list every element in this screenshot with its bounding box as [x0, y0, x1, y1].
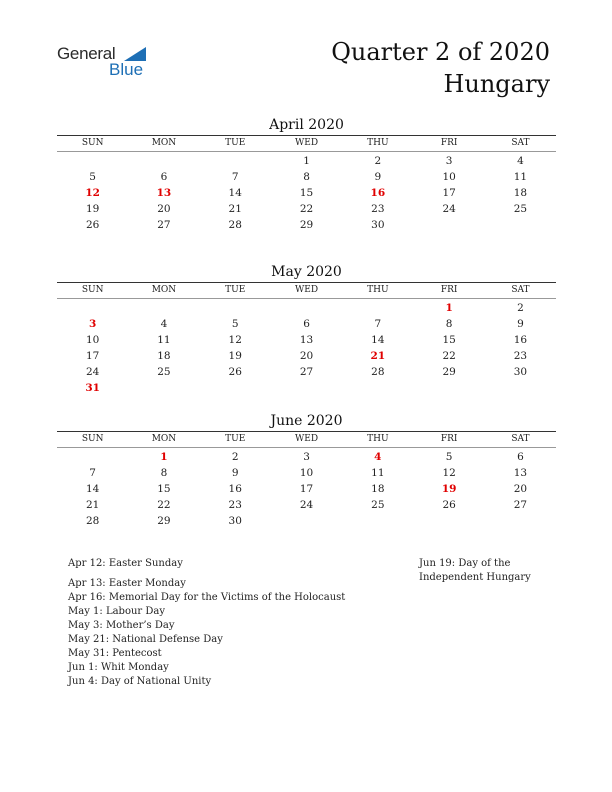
header-divider [57, 447, 556, 448]
month-title: May 2020 [271, 264, 342, 280]
day-cell: 27 [299, 366, 314, 378]
day-cell: 28 [228, 219, 242, 231]
day-empty [57, 300, 128, 316]
logo-blue-text: Blue [109, 60, 144, 79]
logo-triangle-icon [124, 47, 146, 61]
weekday-label: MON [151, 285, 177, 295]
day-cell: 14 [228, 187, 242, 199]
day-cell: 11 [513, 171, 528, 183]
holiday-entry: Apr 12: Easter Sunday [68, 558, 183, 569]
day-empty [342, 300, 413, 316]
day-cell: 18 [513, 187, 528, 199]
day-cell: 2 [374, 155, 382, 167]
day-cell: 12 [442, 467, 456, 479]
weekday-header [57, 283, 556, 298]
day-cell: 30 [513, 366, 528, 378]
holiday-day-cell: 3 [88, 318, 97, 330]
holiday-day-cell: 21 [370, 350, 386, 362]
day-cell: 8 [303, 171, 310, 183]
day-cell: 15 [442, 334, 456, 346]
holiday-day-cell: 1 [445, 302, 453, 314]
day-cell: 21 [85, 499, 100, 511]
day-cell: 9 [374, 171, 382, 183]
holiday-day-cell: 13 [156, 187, 172, 199]
day-cell: 22 [157, 499, 171, 511]
day-cell: 19 [228, 350, 242, 362]
day-empty [271, 300, 342, 316]
day-cell: 15 [157, 483, 171, 495]
day-cell: 25 [157, 366, 171, 378]
title-country: Hungary [443, 70, 550, 98]
calendar-april [57, 115, 556, 233]
weekday-label: MON [151, 138, 177, 148]
day-cell: 16 [228, 483, 242, 495]
weekday-label: FRI [440, 138, 458, 148]
day-cell: 10 [85, 334, 100, 346]
month-title: June 2020 [270, 413, 343, 429]
day-cell: 6 [517, 451, 524, 463]
day-cell: 21 [228, 203, 242, 215]
day-cell: 1 [303, 155, 310, 167]
day-cell: 22 [299, 203, 314, 215]
month-title: April 2020 [269, 117, 344, 133]
day-cell: 26 [442, 499, 456, 511]
day-cell: 10 [442, 171, 456, 183]
day-cell: 17 [442, 187, 456, 199]
holiday-day-cell: 1 [160, 451, 168, 463]
weekday-label: WED [295, 434, 319, 444]
day-cell: 11 [157, 334, 171, 346]
day-cell: 2 [231, 451, 239, 463]
page-title [331, 36, 550, 100]
calendar-may [57, 262, 556, 396]
day-cell: 5 [89, 171, 96, 183]
day-cell: 22 [442, 350, 456, 362]
day-cell: 24 [442, 203, 456, 215]
day-empty [200, 153, 271, 169]
day-cell: 6 [160, 171, 168, 183]
weekday-header [57, 432, 556, 447]
day-cell: 23 [513, 350, 528, 362]
calendar-june [57, 411, 556, 529]
day-cell: 19 [85, 203, 100, 215]
weekday-label: MON [151, 434, 177, 444]
holiday-entry: May 31: Pentecost [68, 648, 162, 659]
holiday-day-cell: 4 [374, 451, 382, 463]
holiday-entry: May 3: Mother’s Day [68, 620, 175, 631]
day-cell: 24 [299, 499, 314, 511]
holiday-entry: May 21: National Defense Day [68, 634, 223, 645]
day-cell: 17 [299, 483, 314, 495]
holiday-entry: Jun 4: Day of National Unity [68, 676, 212, 687]
day-cell: 26 [85, 219, 100, 231]
day-cell: 13 [299, 334, 314, 346]
day-cell: 15 [299, 187, 314, 199]
day-cell: 4 [517, 155, 524, 167]
holiday-entry: Apr 16: Memorial Day for the Victims of the Holocaust [68, 592, 346, 603]
weekday-header [57, 136, 556, 151]
day-cell: 25 [371, 499, 385, 511]
weekday-label: THU [367, 138, 389, 148]
holiday-day-cell: 31 [85, 382, 100, 394]
day-cell: 20 [299, 350, 314, 362]
weekday-label: TUE [225, 285, 246, 295]
header-divider [57, 151, 556, 152]
day-cell: 7 [231, 171, 239, 183]
day-cell: 9 [231, 467, 239, 479]
weekday-label: THU [367, 434, 389, 444]
day-cell: 5 [231, 318, 239, 330]
holiday-list [68, 557, 345, 689]
day-empty [57, 153, 128, 169]
day-cell: 29 [299, 219, 314, 231]
weekday-label: TUE [225, 434, 246, 444]
day-cell: 20 [157, 203, 171, 215]
day-cell: 27 [157, 219, 171, 231]
weekday-label: WED [295, 285, 319, 295]
day-cell: 8 [445, 318, 453, 330]
day-cell: 3 [303, 451, 310, 463]
day-empty [200, 300, 271, 316]
weekday-label: FRI [440, 285, 458, 295]
weekday-label: SUN [81, 138, 104, 148]
day-empty [57, 449, 128, 465]
day-cell: 14 [85, 483, 100, 495]
day-cell: 28 [371, 366, 385, 378]
day-empty [128, 153, 199, 169]
day-grid [57, 153, 556, 233]
day-cell: 2 [517, 302, 524, 314]
day-cell: 8 [160, 467, 168, 479]
day-cell: 20 [513, 483, 528, 495]
day-cell: 28 [85, 515, 100, 527]
day-cell: 13 [513, 467, 528, 479]
day-cell: 18 [157, 350, 171, 362]
day-cell: 23 [371, 203, 385, 215]
day-cell: 27 [513, 499, 528, 511]
day-cell: 5 [445, 451, 453, 463]
day-cell: 25 [513, 203, 528, 215]
holiday-entry: Jun 19: Day of the [419, 558, 511, 569]
weekday-label: WED [295, 138, 319, 148]
holiday-day-cell: 16 [370, 187, 386, 199]
holiday-entry: May 1: Labour Day [68, 606, 165, 617]
weekday-label: TUE [225, 138, 246, 148]
day-cell: 29 [157, 515, 171, 527]
day-cell: 24 [85, 366, 100, 378]
holiday-day-cell: 19 [441, 483, 457, 495]
weekday-label: FRI [440, 434, 458, 444]
weekday-label: SUN [81, 285, 104, 295]
day-cell: 30 [371, 219, 385, 231]
day-cell: 11 [371, 467, 385, 479]
holiday-day-cell: 12 [85, 187, 100, 199]
day-cell: 23 [228, 499, 242, 511]
day-cell: 16 [513, 334, 528, 346]
day-grid [57, 300, 556, 396]
header-divider [57, 298, 556, 299]
day-cell: 3 [445, 155, 453, 167]
day-empty [128, 300, 199, 316]
weekday-label: THU [367, 285, 389, 295]
day-cell: 30 [228, 515, 242, 527]
weekday-label: SAT [511, 434, 530, 444]
day-cell: 18 [371, 483, 385, 495]
weekday-label: SUN [81, 434, 104, 444]
logo-general-text: General [57, 44, 116, 63]
day-cell: 4 [160, 318, 168, 330]
day-cell: 12 [228, 334, 242, 346]
day-cell: 17 [85, 350, 100, 362]
holiday-entry: Jun 1: Whit Monday [68, 662, 169, 673]
day-cell: 10 [299, 467, 314, 479]
day-grid [57, 449, 556, 529]
day-cell: 7 [89, 467, 96, 479]
weekday-label: SAT [511, 138, 530, 148]
holiday-entry: Apr 13: Easter Monday [68, 578, 186, 589]
holiday-list-right [419, 557, 549, 585]
title-quarter: Quarter 2 of 2020 [331, 38, 550, 66]
day-cell: 9 [517, 318, 524, 330]
weekday-label: SAT [511, 285, 530, 295]
logo [57, 44, 167, 84]
day-cell: 6 [303, 318, 310, 330]
day-cell: 14 [371, 334, 385, 346]
day-cell: 26 [228, 366, 242, 378]
day-cell: 7 [374, 318, 382, 330]
day-cell: 29 [442, 366, 456, 378]
holiday-entry: Independent Hungary [419, 572, 531, 583]
